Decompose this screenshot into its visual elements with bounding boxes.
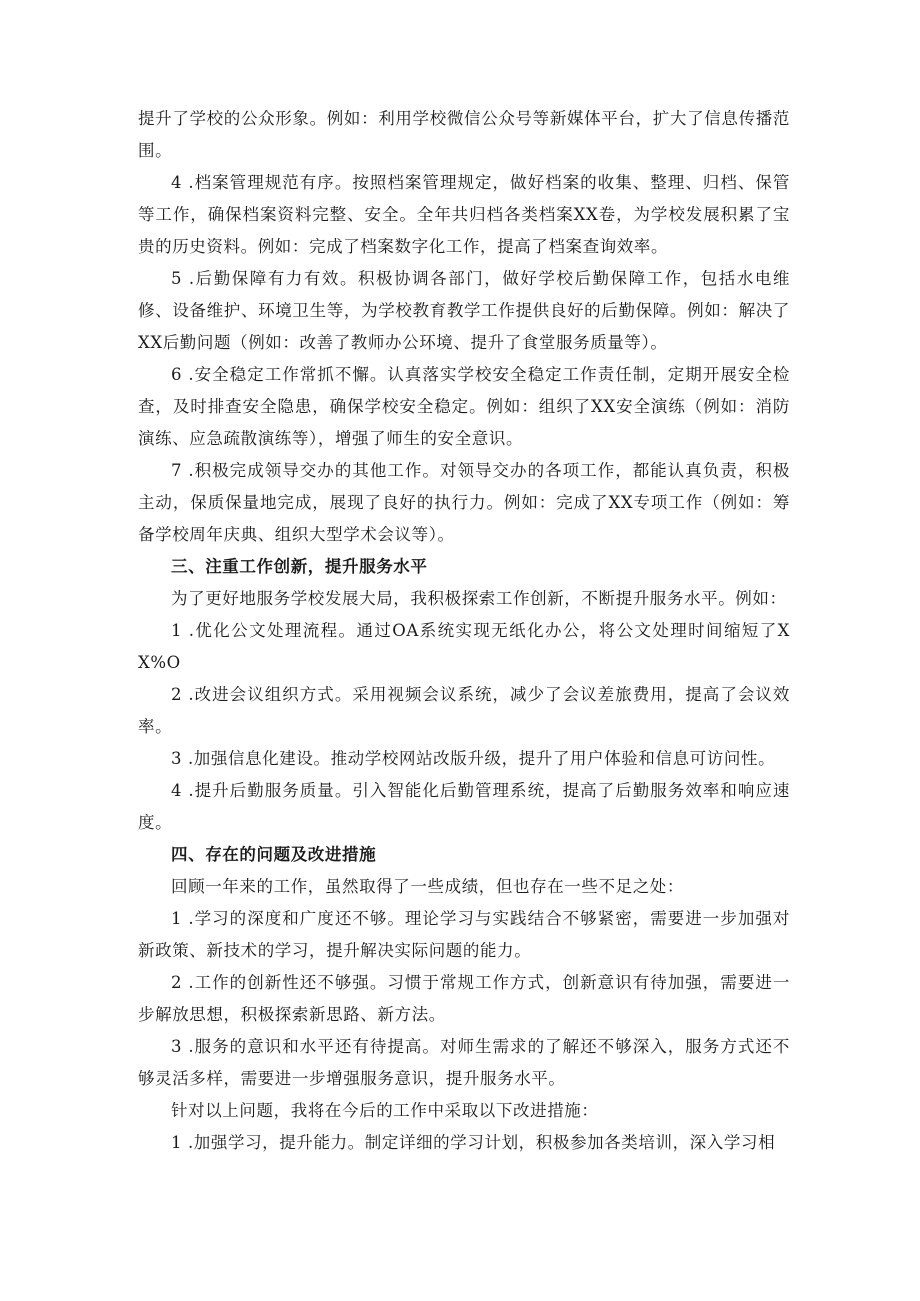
body-paragraph: 7 .积极完成领导交办的其他工作。对领导交办的各项工作，都能认真负责，积极主动，保质保量地完成，展现了良好的执行力。例如：完成了XX专项工作（例如：筹备学校周年庆典、组织大型学术会议等）。 bbox=[138, 461, 790, 544]
body-paragraph: 3 .加强信息化建设。推动学校网站改版升级，提升了用户体验和信息可访问性。 bbox=[171, 749, 776, 768]
body-paragraph: 4 .档案管理规范有序。按照档案管理规定，做好档案的收集、整理、归档、保管等工作，确保档案资料完整、安全。全年共归档各类档案XX卷，为学校发展积累了宝贵的历史资料。例如：完成了档案数字化工作，提高了档案查询效率。 bbox=[138, 173, 790, 256]
body-paragraph: 6 .安全稳定工作常抓不懈。认真落实学校安全稳定工作责任制，定期开展安全检查，及时排查安全隐患，确保学校安全稳定。例如：组织了XX安全演练（例如：消防演练、应急疏散演练等），增强了师生的安全意识。 bbox=[138, 365, 790, 448]
section-heading: 四、存在的问题及改进措施 bbox=[171, 845, 377, 864]
document-body bbox=[138, 103, 790, 1159]
body-paragraph: 1 .学习的深度和广度还不够。理论学习与实践结合不够紧密，需要进一步加强对新政策、新技术的学习，提升解决实际问题的能力。 bbox=[138, 909, 790, 960]
body-paragraph: 回顾一年来的工作，虽然取得了一些成绩，但也存在一些不足之处： bbox=[171, 877, 684, 896]
body-paragraph: 为了更好地服务学校发展大局，我积极探索工作创新，不断提升服务水平。例如： bbox=[171, 589, 787, 608]
body-paragraph: 1 .优化公文处理流程。通过OA系统实现无纸化办公，将公文处理时间缩短了XX%O bbox=[138, 621, 790, 672]
body-paragraph: 1 .加强学习，提升能力。制定详细的学习计划，积极参加各类培训，深入学习相 bbox=[171, 1133, 776, 1152]
section-heading: 三、注重工作创新，提升服务水平 bbox=[171, 557, 428, 576]
body-paragraph: 5 .后勤保障有力有效。积极协调各部门，做好学校后勤保障工作，包括水电维修、设备维护、环境卫生等，为学校教育教学工作提供良好的后勤保障。例如：解决了XX后勤问题（例如：改善了教师办公环境、提升了食堂服务质量等）。 bbox=[138, 269, 790, 352]
body-paragraph: 2 .改进会议组织方式。采用视频会议系统，减少了会议差旅费用，提高了会议效率。 bbox=[138, 685, 790, 736]
body-paragraph: 2 .工作的创新性还不够强。习惯于常规工作方式，创新意识有待加强，需要进一步解放思想，积极探索新思路、新方法。 bbox=[138, 973, 790, 1024]
body-paragraph: 3 .服务的意识和水平还有待提高。对师生需求的了解还不够深入，服务方式还不够灵活多样，需要进一步增强服务意识，提升服务水平。 bbox=[138, 1037, 790, 1088]
body-paragraph: 针对以上问题，我将在今后的工作中采取以下改进措施： bbox=[171, 1101, 599, 1120]
body-paragraph: 提升了学校的公众形象。例如：利用学校微信公众号等新媒体平台，扩大了信息传播范围。 bbox=[138, 109, 790, 160]
body-paragraph: 4 .提升后勤服务质量。引入智能化后勤管理系统，提高了后勤服务效率和响应速度。 bbox=[138, 781, 790, 832]
